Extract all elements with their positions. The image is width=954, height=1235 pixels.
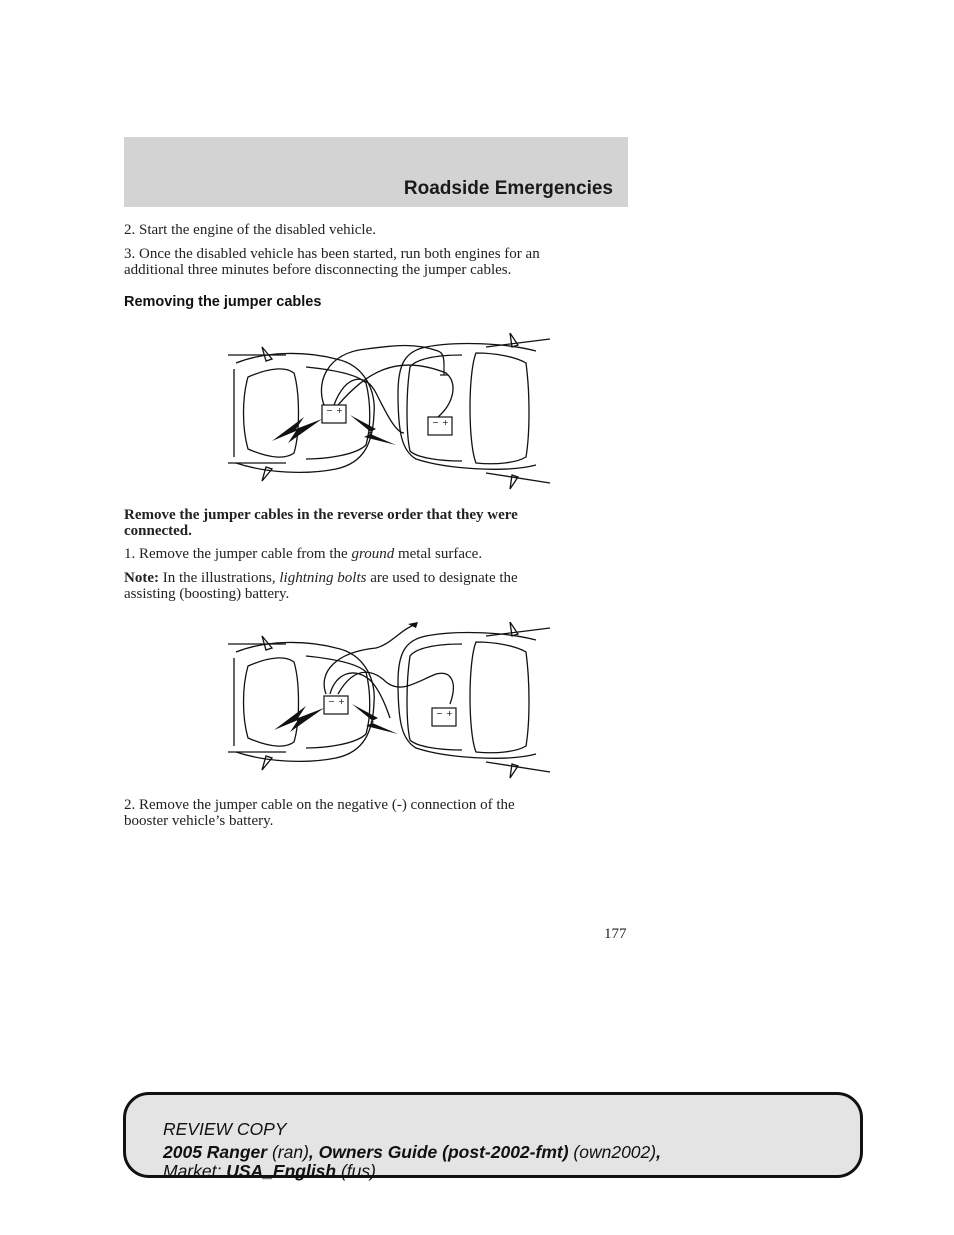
battery-plus-label: + — [446, 709, 453, 718]
footer-model: 2005 Ranger — [163, 1142, 268, 1162]
disabled-battery — [432, 708, 456, 726]
left-vehicle — [228, 636, 374, 770]
jumper-cable-illustration-1 — [226, 333, 552, 491]
footer-separator: , — [656, 1142, 661, 1162]
note-label: Note: — [124, 570, 159, 586]
review-copy-footer — [123, 1092, 863, 1181]
warning-paragraph — [124, 507, 624, 539]
booster-battery — [322, 405, 346, 423]
footer-model-line — [163, 1142, 661, 1163]
footer-guide: Owners Guide (post-2002-fmt) — [318, 1142, 569, 1162]
step-3-line-1: 3. Once the disabled vehicle has been started, run both engines for an — [124, 246, 540, 262]
battery-plus-label: + — [336, 406, 343, 415]
note-emphasis: lightning bolts — [279, 570, 367, 586]
battery-plus-label: + — [442, 418, 449, 427]
note-text: In the illustrations, — [158, 570, 280, 586]
step-2-start-engine: 2. Start the engine of the disabled vehicle. — [124, 222, 377, 238]
footer-separator: , — [308, 1142, 319, 1162]
jumper-cable-illustration-2 — [226, 622, 552, 780]
battery-minus-label: − — [432, 418, 439, 427]
remove-step-2-line-1: 2. Remove the jumper cable on the negative (-) connection of the — [124, 797, 515, 813]
footer-market-label: Market: — [163, 1161, 227, 1181]
right-vehicle — [398, 622, 550, 778]
remove-step-1-tail: metal surface. — [394, 546, 483, 562]
remove-step-1-emphasis: ground — [351, 546, 395, 562]
step-3-line-2: additional three minutes before disconnecting the jumper cables. — [124, 262, 512, 278]
left-vehicle — [228, 347, 374, 481]
section-header-band — [124, 137, 628, 207]
remove-step-1-text: 1. Remove the jumper cable from the — [124, 546, 352, 562]
remove-step-2 — [124, 797, 624, 829]
remove-step-1 — [124, 546, 624, 562]
warning-line-1: Remove the jumper cables in the reverse order that they were — [124, 507, 518, 523]
right-vehicle — [398, 333, 550, 489]
battery-minus-label: − — [328, 697, 335, 706]
note-line-2: assisting (boosting) battery. — [124, 586, 290, 602]
battery-minus-label: − — [326, 406, 333, 415]
footer-market: USA_English — [226, 1161, 337, 1181]
footer-review-label: REVIEW COPY — [163, 1119, 287, 1139]
battery-plus-label: + — [338, 697, 345, 706]
section-title: Roadside Emergencies — [403, 178, 613, 199]
warning-line-2: connected. — [124, 523, 192, 539]
remove-step-2-line-2: booster vehicle’s battery. — [124, 813, 274, 829]
footer-market-code: (fus) — [336, 1161, 376, 1181]
footer-model-code: (ran) — [267, 1142, 309, 1162]
footer-guide-code: (own2002) — [568, 1142, 657, 1162]
subheading-removing-cables: Removing the jumper cables — [124, 294, 322, 310]
battery-minus-label: − — [436, 709, 443, 718]
footer-market-line — [163, 1161, 376, 1182]
note-paragraph — [124, 570, 624, 602]
disabled-battery — [428, 417, 452, 435]
step-3-paragraph — [124, 246, 624, 278]
note-tail: are used to designate the — [366, 570, 518, 586]
page-number: 177 — [604, 926, 627, 942]
booster-battery — [324, 696, 348, 714]
